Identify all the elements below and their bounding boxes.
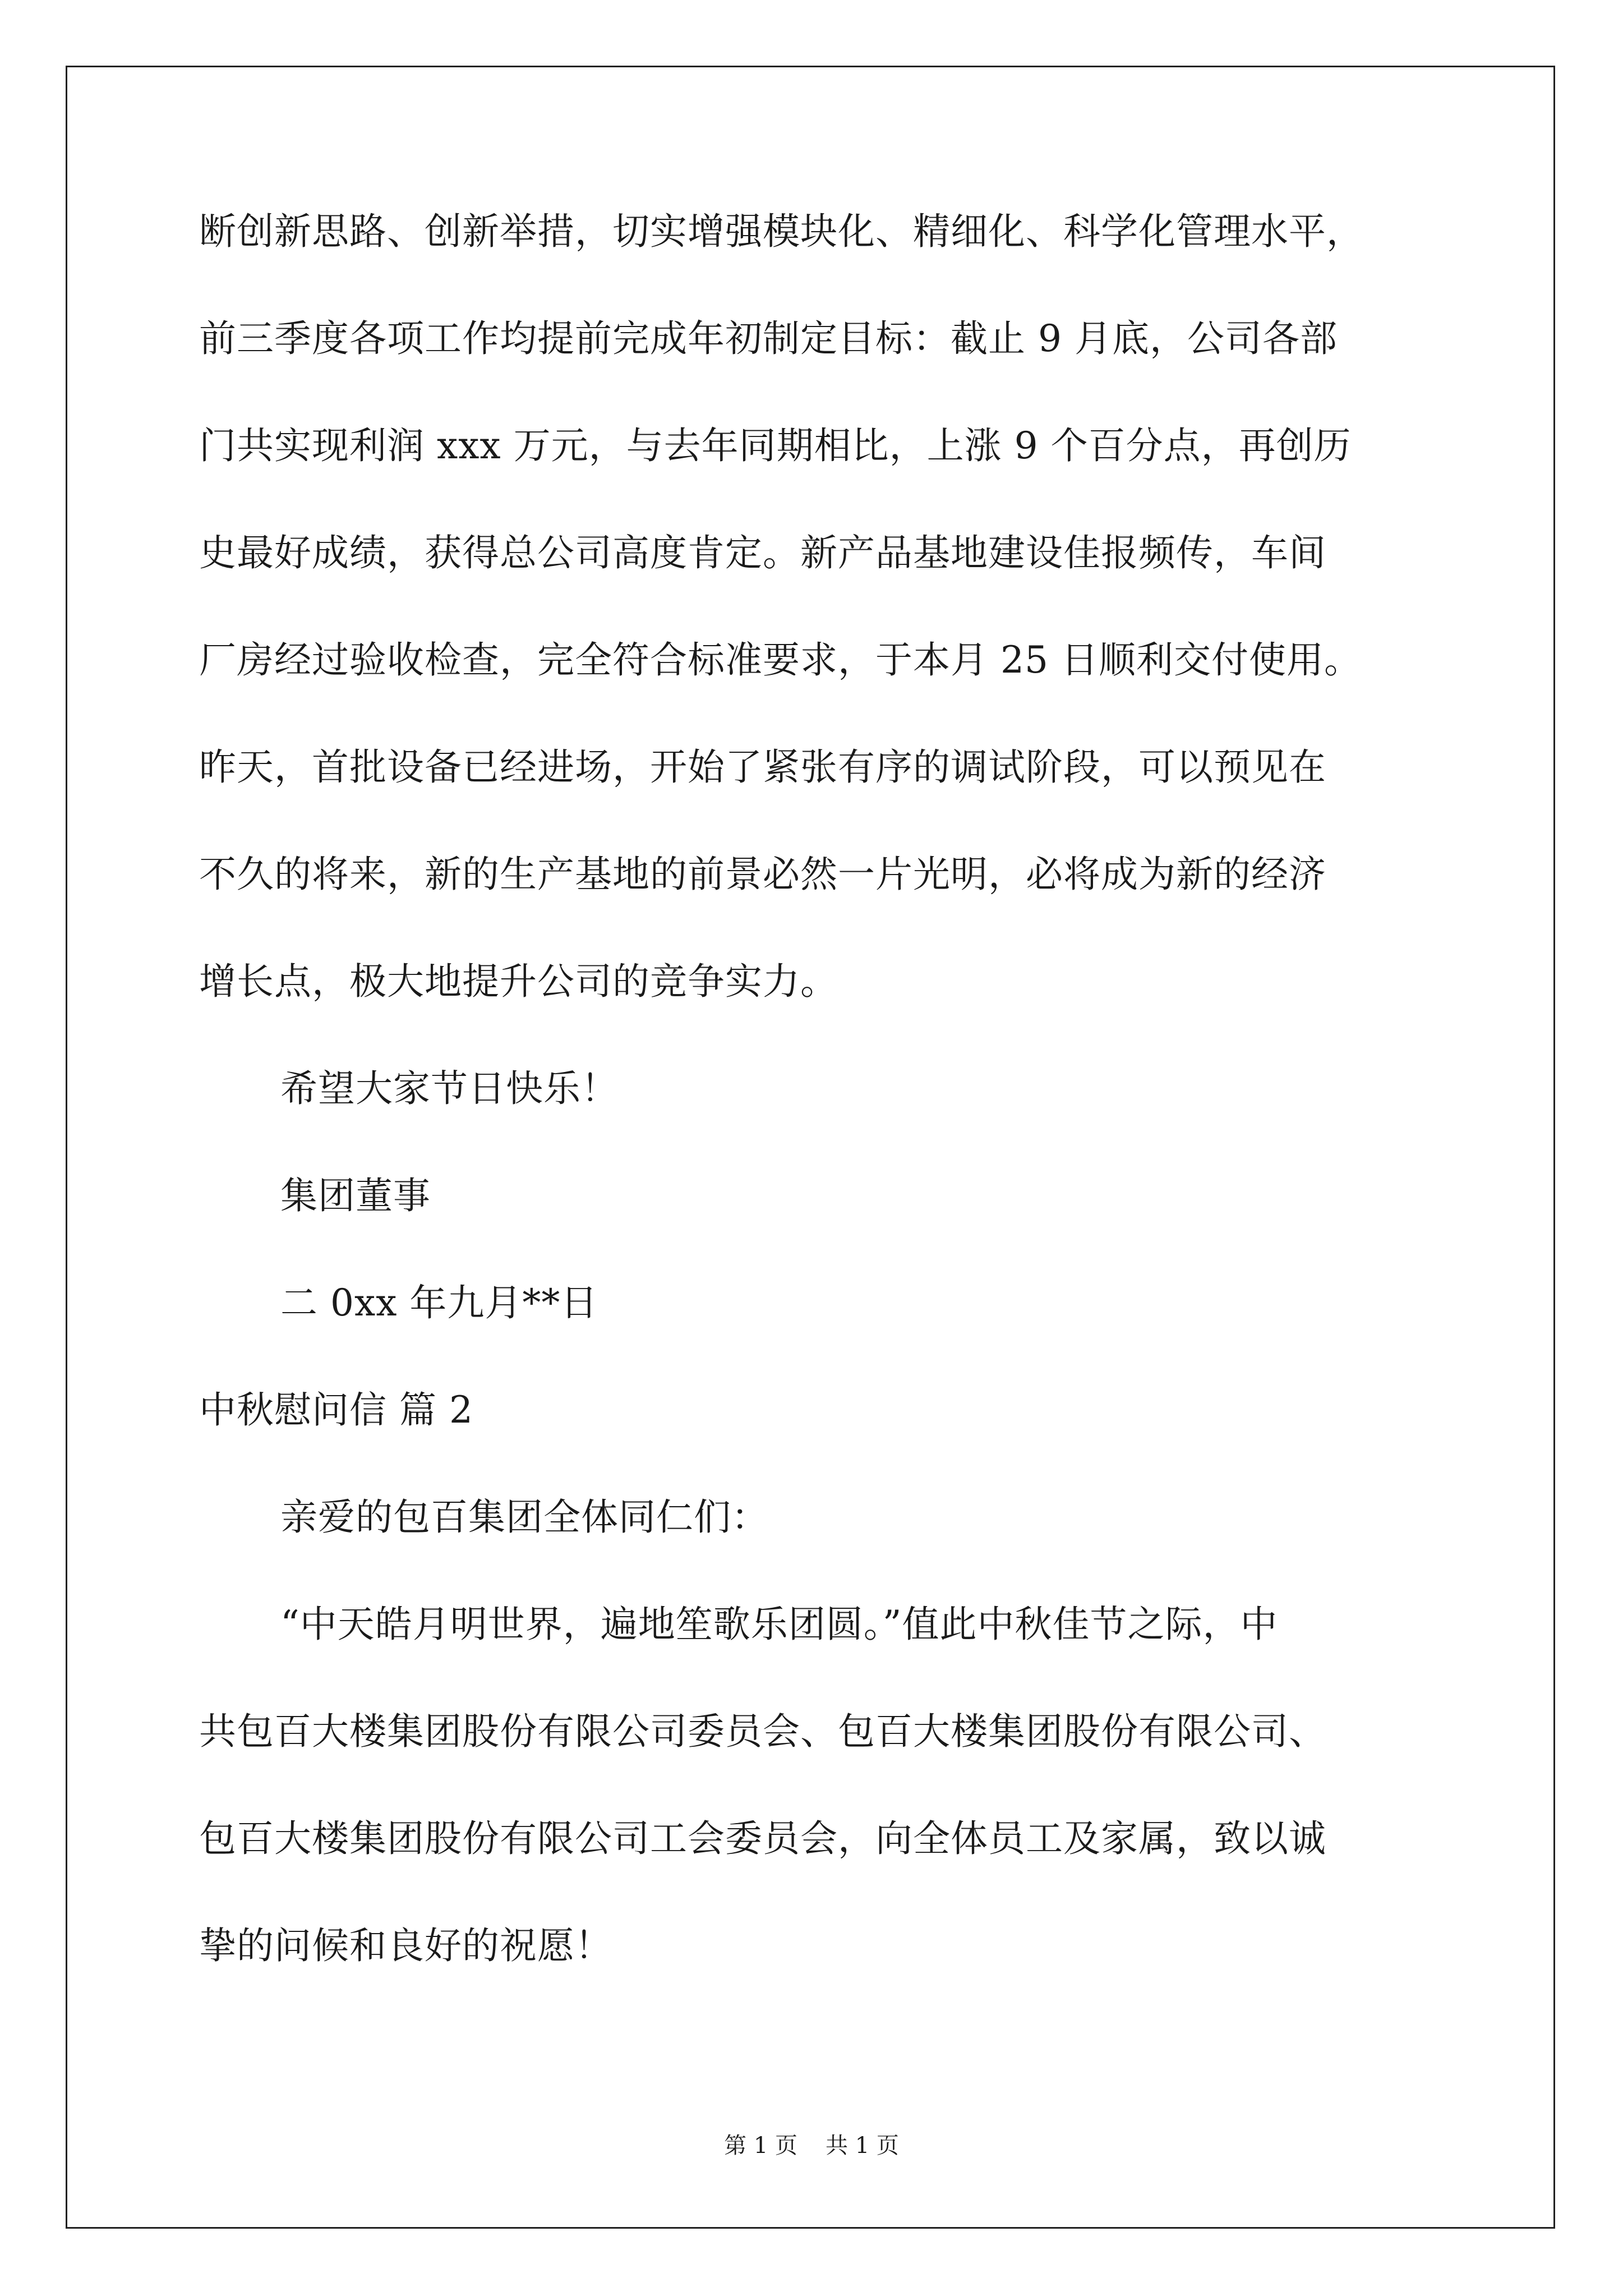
paragraph-line: 共包百大楼集团股份有限公司委员会、包百大楼集团股份有限公司、 [199, 1710, 1326, 1753]
document-body [199, 210, 1433, 2035]
paragraph-line: “中天皓月明世界，遍地笙歌乐团圆。”值此中秋佳节之际，中 [280, 1603, 1278, 1646]
paragraph-line: 不久的将来，新的生产基地的前景必然一片光明，必将成为新的经济 [199, 853, 1326, 896]
paragraph-line: 厂房经过验收检查，完全符合标准要求，于本月 25 日顺利交付使用。 [199, 638, 1362, 682]
page-number: 第 1 页 [724, 2133, 797, 2159]
paragraph-line: 挚的问候和良好的祝愿！ [199, 1924, 612, 1967]
page-footer [0, 2134, 1623, 2157]
page-total: 共 1 页 [826, 2133, 899, 2159]
closing-wish: 希望大家节日快乐！ [280, 1067, 619, 1110]
paragraph-line: 门共实现利润 xxx 万元，与去年同期相比，上涨 9 个百分点，再创历 [199, 424, 1352, 467]
paragraph-line: 昨天，首批设备已经进场，开始了紧张有序的调试阶段，可以预见在 [199, 746, 1326, 789]
paragraph-line: 断创新思路、创新举措，切实增强模块化、精细化、科学化管理水平， [199, 210, 1364, 253]
paragraph-line: 包百大楼集团股份有限公司工会委员会，向全体员工及家属，致以诚 [199, 1817, 1326, 1860]
salutation: 亲爱的包百集团全体同仁们： [280, 1496, 769, 1539]
date-line: 二 0xx 年九月**日 [280, 1281, 598, 1324]
paragraph-line: 前三季度各项工作均提前完成年初制定目标：截止 9 月底，公司各部 [199, 317, 1338, 360]
section-heading: 中秋慰问信 篇 2 [199, 1388, 473, 1432]
paragraph-line: 史最好成绩，获得总公司高度肯定。新产品基地建设佳报频传，车间 [199, 531, 1326, 574]
paragraph-line: 增长点，极大地提升公司的竞争实力。 [199, 960, 838, 1003]
signature: 集团董事 [280, 1174, 431, 1217]
